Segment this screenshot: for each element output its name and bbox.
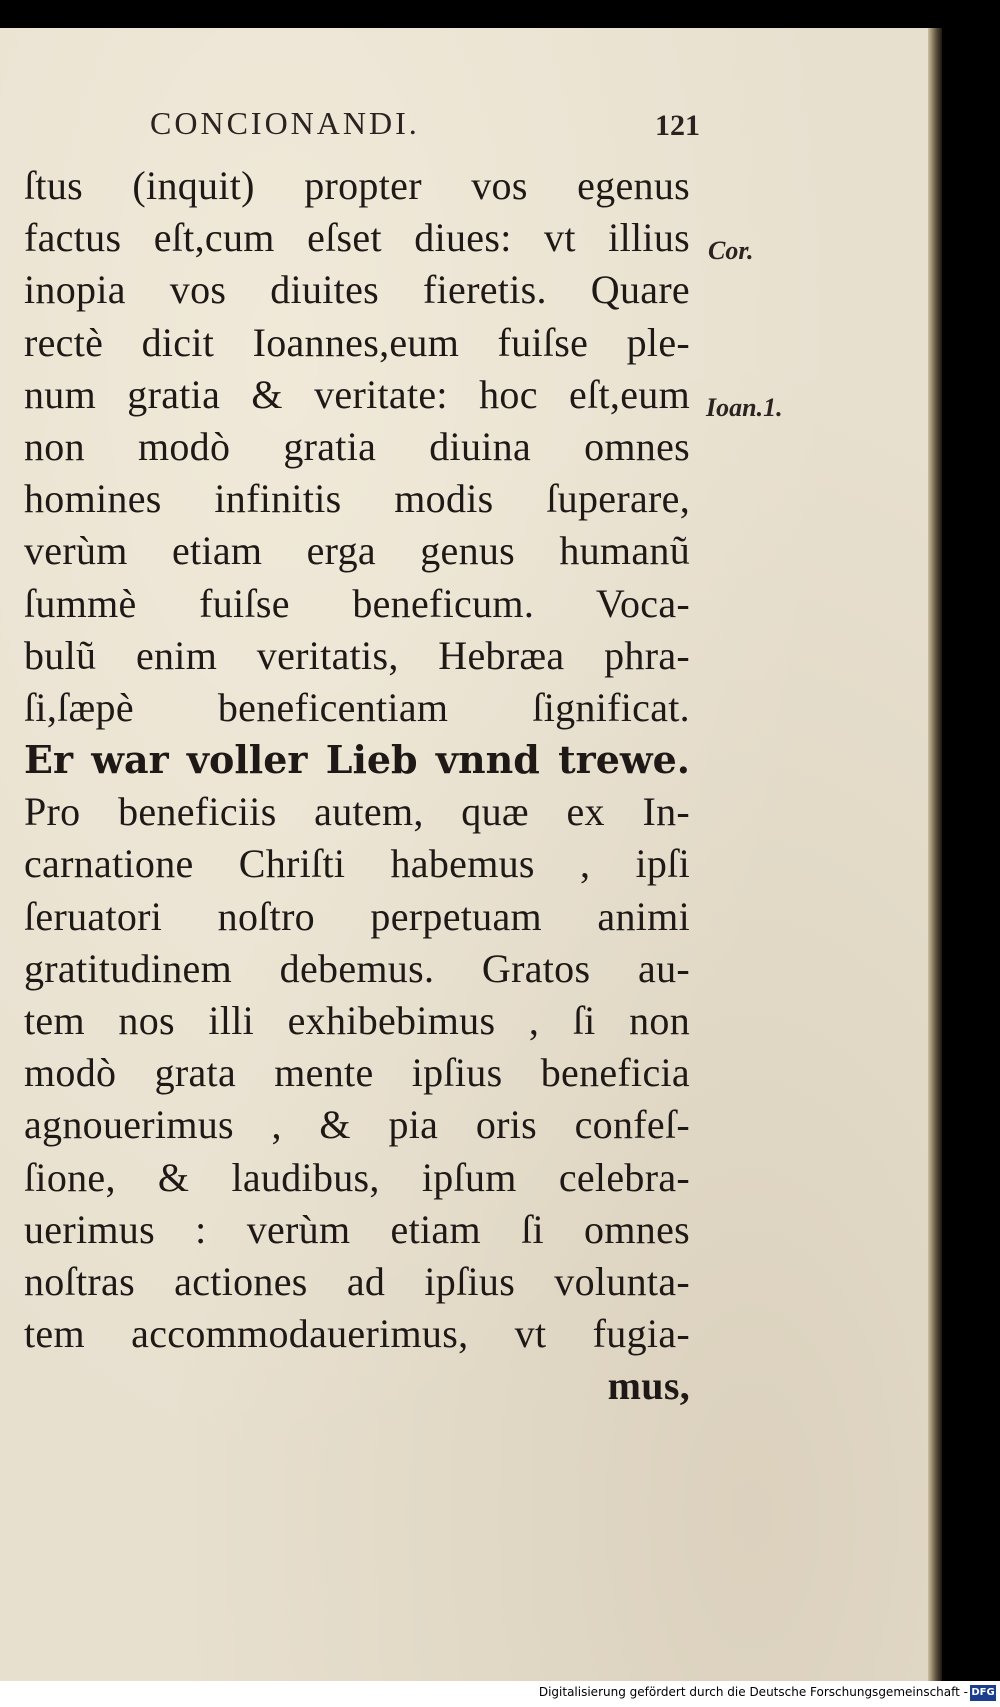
text-line: ſi,ſæpè beneficentiam ſignificat. <box>24 684 690 730</box>
text-line: verùm etiam erga genus humanũ <box>24 528 690 574</box>
text-line: tem accommodauerimus, vt fugia- <box>24 1311 690 1357</box>
text-line: ſtus (inquit) propter vos egenus <box>24 163 690 208</box>
text-line: uerimus : verùm etiam ſi omnes <box>24 1206 690 1252</box>
text-line: ſummè fuiſse beneficum. Voca- <box>24 580 690 626</box>
text-line: num gratia & veritate: hoc eſt,eum <box>24 371 690 417</box>
text-line: tem nos illi exhibebimus , ſi non <box>24 998 690 1043</box>
text-line: homines infinitis modis ſuperare, <box>24 476 690 522</box>
dfg-logo[interactable]: DFG <box>970 1685 996 1701</box>
text-line: non modò gratia diuina omnes <box>24 423 690 469</box>
text-line: gratitudinem debemus. Gratos au- <box>24 945 690 991</box>
text-line: noſtras actiones ad ipſius volunta- <box>24 1258 690 1304</box>
text-line: modò grata mente ipſius beneficia <box>24 1050 690 1096</box>
text-line: inopia vos diuites fieretis. Quare <box>24 267 690 313</box>
text-line: ſeruatori noſtro perpetuam animi <box>24 893 690 939</box>
margin-note-ioan: Ioan.1. <box>706 393 783 422</box>
margin-note-cor: Cor. <box>708 236 754 265</box>
digitization-credit: Digitalisierung gefördert durch die Deutsche Forschungsgemeinschaft - <box>538 1685 968 1699</box>
running-head-title: CONCIONANDI. <box>150 105 420 141</box>
blackletter-line: Er war voller Lieb vnnd trewe. <box>24 737 690 783</box>
text-line: bulũ enim veritatis, Hebræa phra- <box>24 632 690 678</box>
text-line: factus eſt,cum eſset diues: vt illius <box>24 215 690 261</box>
page-gutter-shadow <box>928 28 942 1681</box>
footer-bar <box>0 1681 1000 1707</box>
text-line: rectè dicit Ioannes,eum fuiſse ple- <box>24 319 690 365</box>
catchword: mus, <box>607 1363 690 1409</box>
page-number: 121 <box>655 109 700 142</box>
text-line: ſione, & laudibus, ipſum celebra- <box>24 1154 690 1200</box>
text-line: agnouerimus , & pia oris confeſ- <box>24 1102 690 1148</box>
text-line: Pro beneficiis autem, quæ ex In- <box>24 789 690 835</box>
body-text <box>24 160 690 1413</box>
text-line: carnatione Chriſti habemus , ipſi <box>24 841 690 887</box>
running-head <box>150 105 710 155</box>
